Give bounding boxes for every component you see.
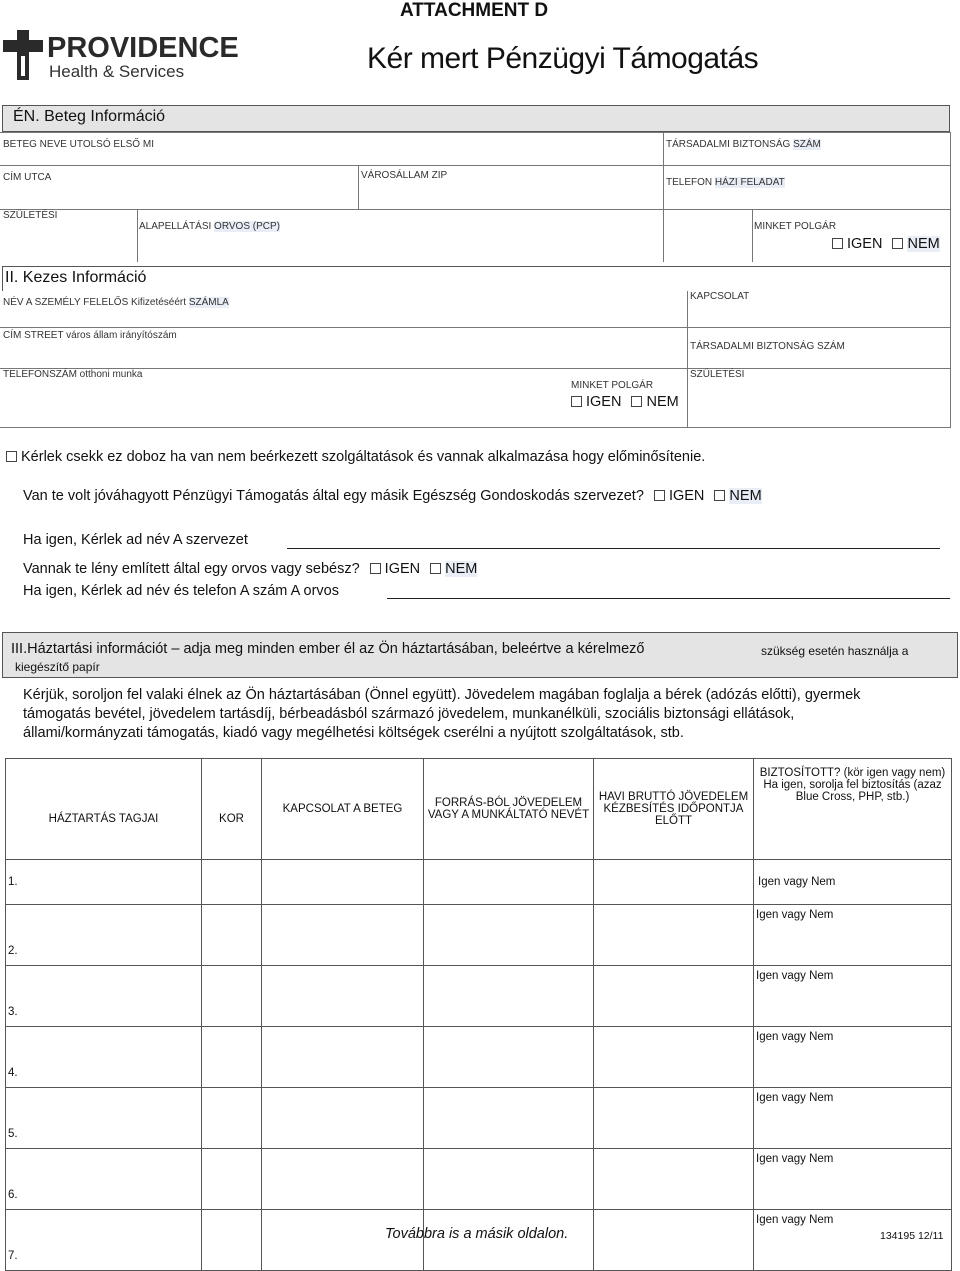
- logo-brand: PROVIDENCE: [47, 32, 239, 64]
- org-name-label: Ha igen, Kérlek ad név A szervezet: [23, 532, 248, 548]
- row-number: 3.: [6, 966, 202, 1027]
- household-paragraph: Kérjük, soroljon fel valaki élnek az Ön háztartásában (Önnel együtt). Jövedelem magában foglalja a bérek (adózás előtti), gyermek támogatás bevétel, jövedelem tartásdíj, bérbeadásból származó jövedelem, munkanélküli, szociális biztonsági ellátások, állami/kormányzati támogatás, kiadó vagy megélhetési költségek cserélni a nyújtott szolgáltatások, stb.: [23, 687, 861, 741]
- city-label: VÁROSÁLLAM ZIP: [361, 170, 448, 181]
- insured-choice[interactable]: Igen vagy Nem: [754, 1149, 952, 1210]
- form-code: 134195 12/11: [880, 1230, 944, 1242]
- yes-checkbox[interactable]: [571, 396, 582, 407]
- relation-label: KAPCSOLAT: [690, 291, 750, 302]
- presumptive-question: Kérlek csekk ez doboz ha van nem beérkezett szolgáltatások és vannak alkalmazása hogy előminősítenie.: [6, 449, 705, 465]
- yes-checkbox[interactable]: [832, 238, 843, 249]
- table-row: [6, 905, 952, 966]
- row-number: 7.: [6, 1210, 202, 1271]
- other-org-question: Van te volt jóváhagyott Pénzügyi Támogatás által egy másik Egészség Gondoskodás szervezet? IGEN NEM: [23, 488, 762, 504]
- section3-title: III.Háztartási információt – adja meg minden ember él az Ön háztartásában, beleértve a kérelmező szükség esetén használja a kiegészítő papír: [2, 632, 958, 678]
- citizen-choice: IGEN NEM: [832, 236, 940, 252]
- table-row: [6, 1027, 952, 1088]
- citizen-label: MINKET POLGÁR: [754, 221, 837, 232]
- table-row: [6, 1088, 952, 1149]
- table-header-row: [6, 759, 952, 860]
- yes-checkbox[interactable]: [654, 490, 665, 501]
- street-label: CÍM UTCA: [3, 172, 52, 183]
- org-name-line[interactable]: [287, 548, 940, 549]
- row-number: 2.: [6, 905, 202, 966]
- cross-icon: [3, 30, 43, 80]
- col-monthly-income: HAVI BRUTTÓ JÖVEDELEM KÉZBESÍTÉS IDŐPONTJA ELŐTT: [594, 759, 754, 860]
- guarantor-address-label: CÍM STREET város állam irányítószám: [3, 330, 177, 341]
- phone-label: TELEFON HÁZI FELADAT: [666, 177, 785, 188]
- insured-choice[interactable]: Igen vagy Nem: [754, 1088, 952, 1149]
- yes-checkbox[interactable]: [370, 563, 381, 574]
- providence-logo: [3, 30, 248, 82]
- doctor-name-label: Ha igen, Kérlek ad név és telefon A szám A orvos: [23, 583, 339, 599]
- row-number: 6.: [6, 1149, 202, 1210]
- insured-choice[interactable]: Igen vagy Nem: [754, 966, 952, 1027]
- col-age: KOR: [202, 759, 262, 860]
- col-members: HÁZTARTÁS TAGJAI: [6, 759, 202, 860]
- guarantor-birth-label: SZÜLETÉSI: [690, 369, 745, 380]
- table-row: [6, 966, 952, 1027]
- attachment-label: ATTACHMENT D: [400, 0, 549, 21]
- section1-title: ÉN. Beteg Információ: [2, 105, 950, 132]
- logo-sub: Health & Services: [49, 62, 185, 81]
- patient-ssn-label: TÁRSADALMI BIZTONSÁG SZÁM: [666, 139, 821, 150]
- doctor-name-line[interactable]: [387, 598, 950, 599]
- guarantor-citizen-label: MINKET POLGÁR: [571, 380, 654, 391]
- row-number: 4.: [6, 1027, 202, 1088]
- no-checkbox[interactable]: [430, 563, 441, 574]
- no-checkbox[interactable]: [631, 396, 642, 407]
- guarantor-citizen-choice: IGEN NEM: [571, 394, 679, 410]
- doctor-question: Vannak te lény említett által egy orvos vagy sebész? IGEN NEM: [23, 561, 478, 577]
- page-title: Kér mert Pénzügyi Támogatás: [367, 42, 759, 75]
- patient-name-label: BETEG NEVE UTOLSÓ ELSŐ MI: [3, 139, 154, 150]
- no-checkbox[interactable]: [892, 238, 903, 249]
- insured-choice[interactable]: Igen vagy Nem: [754, 905, 952, 966]
- insured-choice[interactable]: Igen vagy Nem: [754, 1027, 952, 1088]
- no-checkbox[interactable]: [714, 490, 725, 501]
- presumptive-checkbox[interactable]: [6, 451, 17, 462]
- continue-note: Továbbra is a másik oldalon.: [385, 1226, 569, 1242]
- col-insured: BIZTOSÍTOTT? (kör igen vagy nem) Ha igen, sorolja fel biztosítás (azaz Blue Cross, PHP, stb.): [754, 759, 952, 860]
- birth-label: SZÜLETÉSI: [3, 210, 58, 221]
- table-row: [6, 1149, 952, 1210]
- guarantor-name-label: NÉV A SZEMÉLY FELELŐS Kifizetéséért SZÁMLA: [3, 297, 229, 308]
- section2-title: II. Kezes Információ: [2, 266, 950, 291]
- col-relation: KAPCSOLAT A BETEG: [262, 759, 424, 860]
- col-income-source: FORRÁS-BÓL JÖVEDELEM VAGY A MUNKÁLTATÓ NEVÉT: [424, 759, 594, 860]
- insured-choice[interactable]: Igen vagy Nem: [754, 860, 952, 905]
- table-row: [6, 860, 952, 905]
- guarantor-phone-label: TELEFONSZÁM otthoni munka: [3, 369, 143, 380]
- guarantor-ssn-label: TÁRSADALMI BIZTONSÁG SZÁM: [690, 341, 845, 352]
- insured-choice[interactable]: Igen vagy Nem: [754, 1210, 952, 1271]
- row-number: 5.: [6, 1088, 202, 1149]
- row-number: 1.: [6, 860, 202, 905]
- household-table: [5, 758, 952, 1271]
- pcp-label: ALAPELLÁTÁSI ORVOS (PCP): [139, 221, 280, 232]
